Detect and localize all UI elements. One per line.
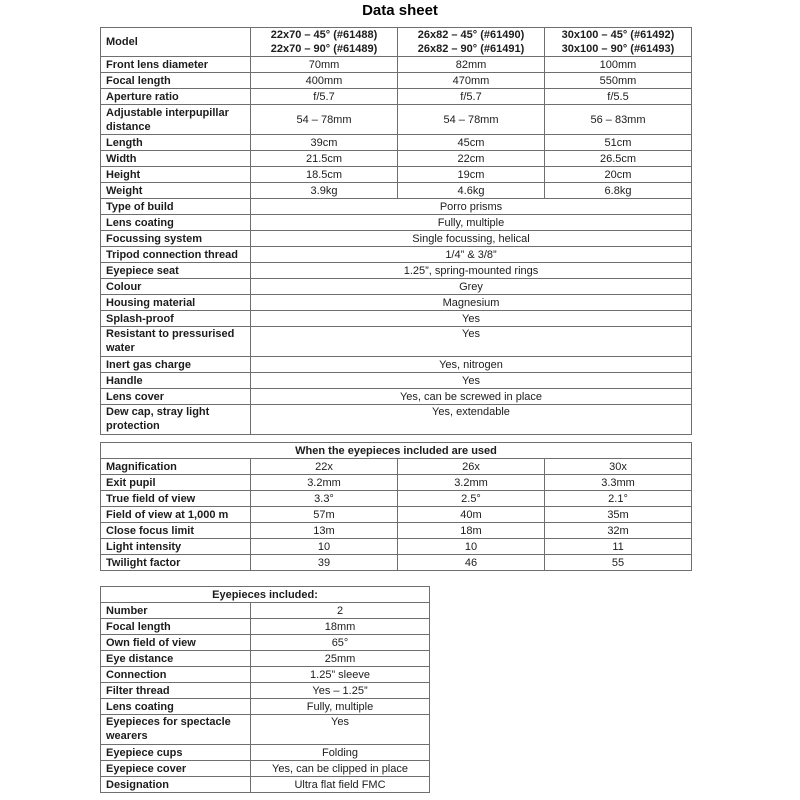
table-row bbox=[101, 603, 430, 619]
main-specs-table bbox=[100, 27, 692, 435]
table-row bbox=[101, 651, 430, 667]
table-section-header: Eyepieces included: bbox=[101, 587, 430, 603]
spec-label: Filter thread bbox=[101, 683, 251, 699]
table-row bbox=[101, 619, 430, 635]
table-row bbox=[101, 523, 692, 539]
spec-value: 26x bbox=[398, 459, 545, 475]
table-row bbox=[101, 667, 430, 683]
spec-value: 2.1° bbox=[545, 491, 692, 507]
table-row bbox=[101, 539, 692, 555]
spec-value: 30x bbox=[545, 459, 692, 475]
spec-label: Eyepiece seat bbox=[101, 263, 251, 279]
spec-label: Housing material bbox=[101, 295, 251, 311]
table-row bbox=[101, 167, 692, 183]
spec-label: Connection bbox=[101, 667, 251, 683]
table-row bbox=[101, 491, 692, 507]
table-row bbox=[101, 507, 692, 523]
table-row bbox=[101, 683, 430, 699]
table-row bbox=[101, 327, 692, 357]
table-row bbox=[101, 635, 430, 651]
spec-value: 19cm bbox=[398, 167, 545, 183]
spec-value: 35m bbox=[545, 507, 692, 523]
spec-value: 70mm bbox=[251, 57, 398, 73]
table-row bbox=[101, 73, 692, 89]
table-row bbox=[101, 295, 692, 311]
spec-value: f/5.7 bbox=[398, 89, 545, 105]
spec-value: 26.5cm bbox=[545, 151, 692, 167]
spec-value: 25mm bbox=[251, 651, 430, 667]
table-section-header: When the eyepieces included are used bbox=[101, 443, 692, 459]
spec-label: Eye distance bbox=[101, 651, 251, 667]
table-row bbox=[101, 475, 692, 491]
spec-value: 1/4” & 3/8” bbox=[251, 247, 692, 263]
spec-value: 1.25” sleeve bbox=[251, 667, 430, 683]
table-row bbox=[101, 28, 692, 57]
spec-label: Front lens diameter bbox=[101, 57, 251, 73]
table-row bbox=[101, 311, 692, 327]
spec-value: 39 bbox=[251, 555, 398, 571]
spec-value bbox=[545, 28, 692, 57]
spec-label: Light intensity bbox=[101, 539, 251, 555]
table-row bbox=[101, 247, 692, 263]
spec-label: Type of build bbox=[101, 199, 251, 215]
table-row bbox=[101, 89, 692, 105]
spec-value: 82mm bbox=[398, 57, 545, 73]
spec-value: 3.2mm bbox=[398, 475, 545, 491]
spec-value: 3.2mm bbox=[251, 475, 398, 491]
spec-value: 65° bbox=[251, 635, 430, 651]
table-row bbox=[101, 183, 692, 199]
table-row bbox=[101, 135, 692, 151]
table-row bbox=[101, 443, 692, 459]
spec-value: 100mm bbox=[545, 57, 692, 73]
table-row bbox=[101, 57, 692, 73]
spec-label: Lens coating bbox=[101, 699, 251, 715]
spec-label: Exit pupil bbox=[101, 475, 251, 491]
spec-value: 54 – 78mm bbox=[398, 105, 545, 135]
spec-value: Magnesium bbox=[251, 295, 692, 311]
spec-value bbox=[251, 28, 398, 57]
table-row bbox=[101, 279, 692, 295]
spec-label: Focal length bbox=[101, 73, 251, 89]
spec-value: 13m bbox=[251, 523, 398, 539]
spec-label: Colour bbox=[101, 279, 251, 295]
table-row bbox=[101, 761, 430, 777]
spec-label: Inert gas charge bbox=[101, 357, 251, 373]
spec-value: Fully, multiple bbox=[251, 699, 430, 715]
spec-value: Yes, can be screwed in place bbox=[251, 389, 692, 405]
spec-label: Weight bbox=[101, 183, 251, 199]
spec-label: Twilight factor bbox=[101, 555, 251, 571]
spec-value: 18mm bbox=[251, 619, 430, 635]
spec-value-line: 30x100 – 45° (#61492) bbox=[561, 29, 675, 41]
spec-value: 400mm bbox=[251, 73, 398, 89]
spec-value-line: 22x70 – 90° (#61489) bbox=[270, 43, 378, 55]
spec-value: 46 bbox=[398, 555, 545, 571]
spec-value: Single focussing, helical bbox=[251, 231, 692, 247]
table-row bbox=[101, 459, 692, 475]
spec-value: Grey bbox=[251, 279, 692, 295]
spec-label: Tripod connection thread bbox=[101, 247, 251, 263]
spec-label: Adjustable interpupillar distance bbox=[101, 105, 251, 135]
spec-label: True field of view bbox=[101, 491, 251, 507]
spec-label: Eyepieces for spectacle wearers bbox=[101, 715, 251, 745]
spec-label: Height bbox=[101, 167, 251, 183]
spec-value: Porro prisms bbox=[251, 199, 692, 215]
spec-value: 550mm bbox=[545, 73, 692, 89]
table-row bbox=[101, 389, 692, 405]
spec-value: 4.6kg bbox=[398, 183, 545, 199]
spec-value: 54 – 78mm bbox=[251, 105, 398, 135]
spec-label: Dew cap, stray light protection bbox=[101, 405, 251, 435]
spec-value: Folding bbox=[251, 745, 430, 761]
spec-value: Yes – 1.25” bbox=[251, 683, 430, 699]
spec-label: Aperture ratio bbox=[101, 89, 251, 105]
table-row bbox=[101, 215, 692, 231]
table-row bbox=[101, 263, 692, 279]
table-row bbox=[101, 357, 692, 373]
spec-value: 21.5cm bbox=[251, 151, 398, 167]
spec-value: 39cm bbox=[251, 135, 398, 151]
table-row bbox=[101, 199, 692, 215]
spec-label: Close focus limit bbox=[101, 523, 251, 539]
spec-value: 32m bbox=[545, 523, 692, 539]
spec-value: Ultra flat field FMC bbox=[251, 777, 430, 793]
spec-value: 1.25”, spring-mounted rings bbox=[251, 263, 692, 279]
spec-value: 2 bbox=[251, 603, 430, 619]
spec-label: Width bbox=[101, 151, 251, 167]
spec-value: Fully, multiple bbox=[251, 215, 692, 231]
spec-value: f/5.5 bbox=[545, 89, 692, 105]
eyepieces-included-table bbox=[100, 586, 430, 793]
spec-label: Field of view at 1,000 m bbox=[101, 507, 251, 523]
spec-label: Eyepiece cover bbox=[101, 761, 251, 777]
spec-value: 45cm bbox=[398, 135, 545, 151]
spec-value: 470mm bbox=[398, 73, 545, 89]
spec-value: 18.5cm bbox=[251, 167, 398, 183]
spec-value: 18m bbox=[398, 523, 545, 539]
spec-label: Length bbox=[101, 135, 251, 151]
spec-value: 11 bbox=[545, 539, 692, 555]
spec-label: Own field of view bbox=[101, 635, 251, 651]
spec-value: 10 bbox=[251, 539, 398, 555]
spec-value: Yes bbox=[251, 327, 692, 357]
spec-value: 51cm bbox=[545, 135, 692, 151]
table-row bbox=[101, 405, 692, 435]
spec-label: Eyepiece cups bbox=[101, 745, 251, 761]
spec-label: Model bbox=[101, 28, 251, 57]
table-row bbox=[101, 777, 430, 793]
spec-label: Focal length bbox=[101, 619, 251, 635]
spec-value: 20cm bbox=[545, 167, 692, 183]
spec-value: 57m bbox=[251, 507, 398, 523]
spec-label: Magnification bbox=[101, 459, 251, 475]
spec-value: 6.8kg bbox=[545, 183, 692, 199]
spec-value: f/5.7 bbox=[251, 89, 398, 105]
spec-value-line: 22x70 – 45° (#61488) bbox=[270, 29, 378, 41]
spec-value-line: 26x82 – 90° (#61491) bbox=[417, 43, 525, 55]
table-row bbox=[101, 151, 692, 167]
spec-value: Yes bbox=[251, 373, 692, 389]
table-row bbox=[101, 587, 430, 603]
table-row bbox=[101, 555, 692, 571]
page-title: Data sheet bbox=[362, 2, 438, 19]
spec-label: Number bbox=[101, 603, 251, 619]
spec-value: 55 bbox=[545, 555, 692, 571]
spec-value: 40m bbox=[398, 507, 545, 523]
spec-value: Yes, extendable bbox=[251, 405, 692, 435]
spec-value: 56 – 83mm bbox=[545, 105, 692, 135]
spec-value: 3.3° bbox=[251, 491, 398, 507]
table-row bbox=[101, 231, 692, 247]
spec-label: Lens coating bbox=[101, 215, 251, 231]
spec-value: 2.5° bbox=[398, 491, 545, 507]
spec-value: 22cm bbox=[398, 151, 545, 167]
spec-label: Handle bbox=[101, 373, 251, 389]
eyepiece-usage-table bbox=[100, 442, 692, 571]
spec-value-line: 26x82 – 45° (#61490) bbox=[417, 29, 525, 41]
spec-value: Yes bbox=[251, 715, 430, 745]
spec-label: Resistant to pressurised water bbox=[101, 327, 251, 357]
spec-label: Lens cover bbox=[101, 389, 251, 405]
spec-value: 10 bbox=[398, 539, 545, 555]
spec-label: Designation bbox=[101, 777, 251, 793]
spec-value: Yes, can be clipped in place bbox=[251, 761, 430, 777]
spec-value: 3.9kg bbox=[251, 183, 398, 199]
spec-value: 3.3mm bbox=[545, 475, 692, 491]
spec-label: Focussing system bbox=[101, 231, 251, 247]
spec-value: 22x bbox=[251, 459, 398, 475]
table-row bbox=[101, 745, 430, 761]
spec-value: Yes bbox=[251, 311, 692, 327]
table-row bbox=[101, 373, 692, 389]
table-row bbox=[101, 105, 692, 135]
table-row bbox=[101, 699, 430, 715]
spec-value-line: 30x100 – 90° (#61493) bbox=[561, 43, 675, 55]
spec-value bbox=[398, 28, 545, 57]
table-row bbox=[101, 715, 430, 745]
spec-value: Yes, nitrogen bbox=[251, 357, 692, 373]
spec-label: Splash-proof bbox=[101, 311, 251, 327]
